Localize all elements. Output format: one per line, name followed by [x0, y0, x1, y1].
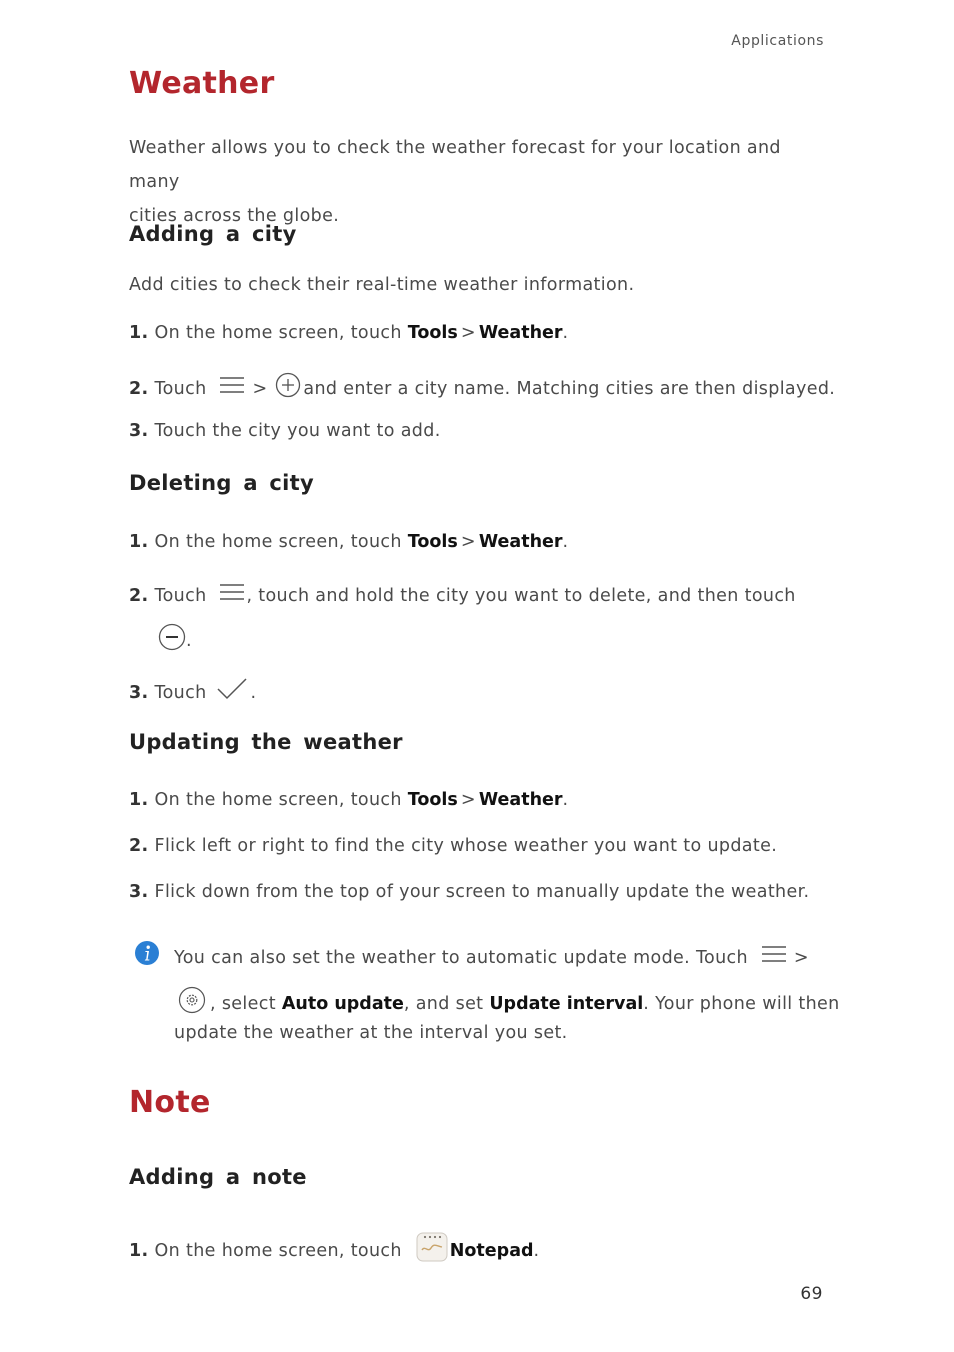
tip-line-1: You can also set the weather to automatic update mode. Touch >	[174, 943, 809, 973]
menu-icon	[218, 374, 246, 404]
deleting-city-step-3: 3. Touch .	[129, 676, 256, 710]
minus-circle-icon	[158, 623, 186, 659]
settings-icon	[178, 986, 206, 1022]
adding-city-desc: Add cities to check their real-time weather information.	[129, 275, 635, 295]
weather-title: Weather	[129, 66, 275, 101]
deleting-city-step-2-cont: .	[158, 623, 192, 659]
weather-intro	[129, 131, 829, 233]
menu-icon	[218, 581, 246, 611]
page-number: 69	[800, 1284, 823, 1304]
notepad-app-icon	[416, 1232, 448, 1270]
check-icon	[216, 676, 248, 710]
adding-city-step-1: 1. On the home screen, touch Tools > Weather.	[129, 323, 569, 343]
updating-step-2: 2. Flick left or right to find the city whose weather you want to update.	[129, 836, 778, 856]
deleting-city-step-2: 2. Touch , touch and hold the city you want to delete, and then touch	[129, 581, 796, 611]
deleting-city-step-1: 1. On the home screen, touch Tools > Weather.	[129, 532, 569, 552]
note-title: Note	[129, 1085, 211, 1120]
menu-icon	[760, 943, 788, 973]
intro-line-1: Weather allows you to check the weather forecast for your location and many	[129, 138, 781, 192]
adding-city-step-3: 3. Touch the city you want to add.	[129, 421, 441, 441]
info-icon	[134, 940, 160, 970]
adding-note-step-1: 1. On the home screen, touch Notepad.	[129, 1232, 539, 1270]
intro-line-2: cities across the globe.	[129, 206, 340, 226]
tip-line-2: , select Auto update, and set Update interval. Your phone will then	[178, 986, 840, 1022]
updating-heading: Updating the weather	[129, 730, 403, 754]
deleting-city-heading: Deleting a city	[129, 471, 315, 495]
updating-step-3: 3. Flick down from the top of your screen to manually update the weather.	[129, 882, 810, 902]
adding-note-heading: Adding a note	[129, 1165, 307, 1189]
adding-city-step-2: 2. Touch > and enter a city name. Matching cities are then displayed.	[129, 372, 835, 406]
section-header: Applications	[731, 33, 824, 49]
add-circle-icon	[275, 372, 301, 406]
adding-city-heading: Adding a city	[129, 222, 297, 246]
updating-step-1: 1. On the home screen, touch Tools > Weather.	[129, 790, 569, 810]
tip-line-3: update the weather at the interval you set.	[174, 1023, 568, 1043]
